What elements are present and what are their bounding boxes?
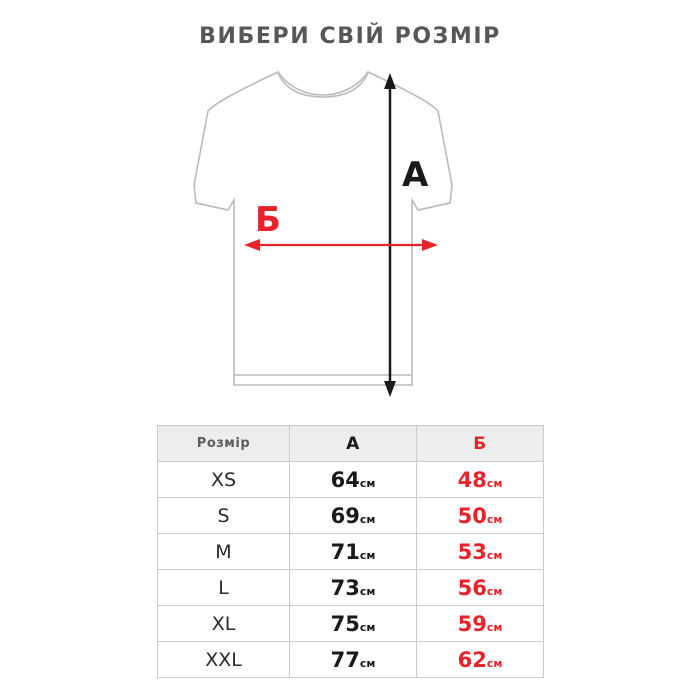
value-a: 75 <box>330 611 360 636</box>
cell-size: L <box>158 570 290 606</box>
unit-a: см <box>359 548 376 562</box>
size-chart-table <box>157 425 544 678</box>
page-title: ВИБЕРИ СВІЙ РОЗМІР <box>199 24 501 49</box>
header-a: А <box>290 426 417 462</box>
unit-b: см <box>486 512 503 526</box>
value-b: 59 <box>457 611 487 636</box>
tshirt-measurement-diagram <box>150 55 550 405</box>
measure-arrow-b <box>244 239 438 251</box>
table-header-row <box>158 426 544 462</box>
value-b: 56 <box>457 575 487 600</box>
value-a: 73 <box>330 575 360 600</box>
cell-b <box>417 606 544 642</box>
table-row <box>158 534 544 570</box>
cell-b <box>417 570 544 606</box>
cell-a <box>290 534 417 570</box>
cell-size: XS <box>158 462 290 498</box>
cell-b <box>417 642 544 678</box>
table-row <box>158 606 544 642</box>
measure-arrow-a <box>384 73 396 397</box>
unit-a: см <box>359 656 376 670</box>
cell-b <box>417 534 544 570</box>
value-a: 64 <box>330 467 360 492</box>
cell-b <box>417 462 544 498</box>
value-b: 50 <box>457 503 487 528</box>
unit-b: см <box>486 656 503 670</box>
unit-a: см <box>359 476 376 490</box>
tshirt-outline-icon <box>194 72 452 385</box>
tshirt-svg <box>150 55 550 405</box>
unit-a: см <box>359 584 376 598</box>
cell-size: S <box>158 498 290 534</box>
cell-a <box>290 642 417 678</box>
unit-a: см <box>359 512 376 526</box>
dimension-label-a: А <box>402 155 429 195</box>
cell-a <box>290 570 417 606</box>
cell-size: M <box>158 534 290 570</box>
unit-b: см <box>486 548 503 562</box>
unit-b: см <box>486 476 503 490</box>
cell-a <box>290 606 417 642</box>
dimension-label-b: Б <box>255 200 281 240</box>
cell-a <box>290 498 417 534</box>
value-a: 71 <box>330 539 360 564</box>
header-size: Розмір <box>158 426 290 462</box>
cell-a <box>290 462 417 498</box>
value-a: 77 <box>330 647 360 672</box>
header-b: Б <box>417 426 544 462</box>
value-a: 69 <box>330 503 360 528</box>
table-row <box>158 462 544 498</box>
value-b: 48 <box>457 467 487 492</box>
table-row <box>158 498 544 534</box>
cell-size: XXL <box>158 642 290 678</box>
cell-size: XL <box>158 606 290 642</box>
unit-a: см <box>359 620 376 634</box>
table-row <box>158 642 544 678</box>
value-b: 53 <box>457 539 487 564</box>
value-b: 62 <box>457 647 487 672</box>
table-row <box>158 570 544 606</box>
cell-b <box>417 498 544 534</box>
unit-b: см <box>486 620 503 634</box>
unit-b: см <box>486 584 503 598</box>
